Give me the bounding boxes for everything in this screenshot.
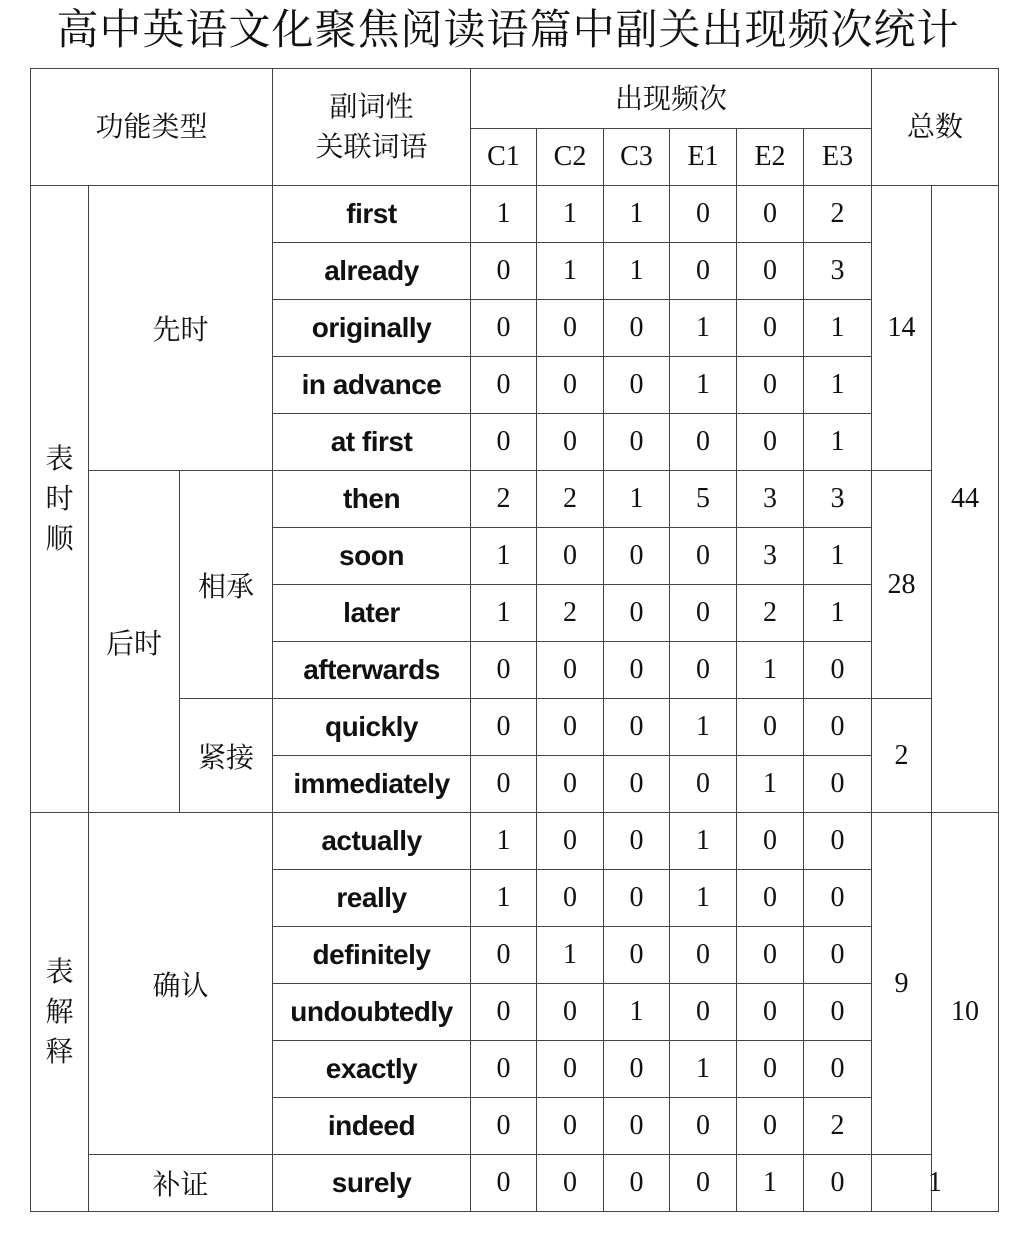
- group-immediate: 紧接: [180, 699, 273, 813]
- count-cell: 1: [670, 300, 737, 357]
- adverb-word: really: [273, 870, 471, 927]
- count-cell: 0: [471, 243, 537, 300]
- header-total: 总数: [872, 69, 999, 186]
- count-cell: 0: [471, 699, 537, 756]
- page-title: 高中英语文化聚焦阅读语篇中副关出现频次统计: [56, 5, 960, 54]
- count-cell: 0: [737, 357, 804, 414]
- count-cell: 3: [804, 471, 872, 528]
- count-cell: 1: [804, 300, 872, 357]
- count-cell: 0: [804, 699, 872, 756]
- count-cell: 0: [604, 1041, 670, 1098]
- count-cell: 0: [737, 1041, 804, 1098]
- count-cell: 0: [537, 1041, 604, 1098]
- count-cell: 2: [537, 585, 604, 642]
- count-cell: 1: [804, 414, 872, 471]
- count-cell: 0: [737, 813, 804, 870]
- header-adverb-line2: 关联词语: [315, 130, 428, 163]
- table-row: [31, 471, 999, 528]
- adverb-word: at first: [273, 414, 471, 471]
- count-cell: 1: [471, 528, 537, 585]
- count-cell: 0: [537, 756, 604, 813]
- count-cell: 2: [804, 186, 872, 243]
- count-cell: 0: [604, 699, 670, 756]
- group-prior: 先时: [89, 186, 273, 471]
- count-cell: 0: [670, 984, 737, 1041]
- adverb-word: surely: [273, 1155, 471, 1212]
- group-posterior: 后时: [89, 471, 180, 813]
- group-explanation-char: 表: [45, 955, 74, 988]
- count-cell: 0: [737, 414, 804, 471]
- count-cell: 1: [537, 927, 604, 984]
- count-cell: 0: [670, 927, 737, 984]
- count-cell: 1: [471, 186, 537, 243]
- table-row: [31, 813, 999, 870]
- adverb-word: soon: [273, 528, 471, 585]
- count-cell: 1: [471, 813, 537, 870]
- total-explanation: 10: [932, 813, 999, 1212]
- count-cell: 0: [604, 813, 670, 870]
- count-cell: 0: [604, 528, 670, 585]
- count-cell: 0: [670, 756, 737, 813]
- count-cell: 1: [804, 585, 872, 642]
- adverb-word: immediately: [273, 756, 471, 813]
- subtotal-succession: 28: [872, 471, 932, 699]
- group-explanation-char: 解: [45, 995, 74, 1028]
- count-cell: 1: [604, 984, 670, 1041]
- adverb-word: later: [273, 585, 471, 642]
- count-cell: 0: [537, 528, 604, 585]
- count-cell: 0: [804, 642, 872, 699]
- count-cell: 0: [537, 1155, 604, 1212]
- adverb-word: already: [273, 243, 471, 300]
- count-cell: 0: [670, 585, 737, 642]
- group-time-order: [31, 186, 89, 813]
- adverb-word: undoubtedly: [273, 984, 471, 1041]
- table-row: [31, 1155, 999, 1212]
- count-cell: 0: [471, 357, 537, 414]
- count-cell: 0: [471, 984, 537, 1041]
- group-time-order-char: 时: [45, 482, 74, 515]
- subtotal-immediate: 2: [872, 699, 932, 813]
- count-cell: 0: [737, 699, 804, 756]
- count-cell: 1: [737, 756, 804, 813]
- count-cell: 5: [670, 471, 737, 528]
- count-cell: 0: [537, 984, 604, 1041]
- count-cell: 0: [804, 813, 872, 870]
- adverb-word: first: [273, 186, 471, 243]
- group-time-order-char: 顺: [45, 522, 74, 555]
- count-cell: 2: [804, 1098, 872, 1155]
- count-cell: 3: [804, 243, 872, 300]
- group-explanation-char: 释: [45, 1035, 74, 1068]
- col-header-e2: E2: [737, 129, 804, 186]
- count-cell: 0: [670, 642, 737, 699]
- count-cell: 0: [737, 870, 804, 927]
- count-cell: 1: [604, 243, 670, 300]
- count-cell: 0: [804, 756, 872, 813]
- col-header-c2: C2: [537, 129, 604, 186]
- count-cell: 0: [537, 1098, 604, 1155]
- count-cell: 0: [804, 1155, 872, 1212]
- count-cell: 0: [737, 243, 804, 300]
- col-header-c3: C3: [604, 129, 670, 186]
- count-cell: 0: [537, 414, 604, 471]
- count-cell: 0: [670, 528, 737, 585]
- count-cell: 1: [537, 186, 604, 243]
- count-cell: 0: [737, 984, 804, 1041]
- count-cell: 0: [471, 927, 537, 984]
- total-time-order: 44: [932, 186, 999, 813]
- header-adverb-connectives: [273, 69, 471, 186]
- count-cell: 1: [537, 243, 604, 300]
- count-cell: 3: [737, 528, 804, 585]
- count-cell: 0: [537, 870, 604, 927]
- subtotal-prior: 14: [872, 186, 932, 471]
- count-cell: 0: [670, 1155, 737, 1212]
- count-cell: 1: [604, 186, 670, 243]
- col-header-c1: C1: [471, 129, 537, 186]
- count-cell: 2: [737, 585, 804, 642]
- count-cell: 0: [737, 1098, 804, 1155]
- adverb-word: in advance: [273, 357, 471, 414]
- count-cell: 0: [670, 243, 737, 300]
- count-cell: 0: [670, 186, 737, 243]
- count-cell: 1: [670, 1041, 737, 1098]
- count-cell: 0: [604, 756, 670, 813]
- group-time-order-char: 表: [45, 442, 74, 475]
- adverb-word: originally: [273, 300, 471, 357]
- frequency-table: [30, 68, 999, 1212]
- header-row-1: [31, 69, 999, 129]
- count-cell: 2: [537, 471, 604, 528]
- adverb-word: indeed: [273, 1098, 471, 1155]
- count-cell: 1: [737, 1155, 804, 1212]
- count-cell: 1: [670, 357, 737, 414]
- count-cell: 0: [604, 642, 670, 699]
- count-cell: 0: [804, 984, 872, 1041]
- count-cell: 0: [471, 756, 537, 813]
- count-cell: 0: [537, 699, 604, 756]
- count-cell: 0: [804, 1041, 872, 1098]
- count-cell: 0: [604, 300, 670, 357]
- count-cell: 0: [804, 870, 872, 927]
- count-cell: 0: [604, 870, 670, 927]
- count-cell: 0: [670, 1098, 737, 1155]
- count-cell: 0: [471, 300, 537, 357]
- adverb-word: definitely: [273, 927, 471, 984]
- count-cell: 0: [604, 927, 670, 984]
- count-cell: 3: [737, 471, 804, 528]
- count-cell: 0: [537, 300, 604, 357]
- count-cell: 1: [804, 357, 872, 414]
- count-cell: 0: [604, 357, 670, 414]
- count-cell: 0: [737, 186, 804, 243]
- count-cell: 0: [604, 414, 670, 471]
- count-cell: 0: [604, 1155, 670, 1212]
- header-adverb-line1: 副词性: [329, 90, 414, 123]
- table-row: [31, 186, 999, 243]
- count-cell: 0: [537, 357, 604, 414]
- col-header-e1: E1: [670, 129, 737, 186]
- adverb-word: actually: [273, 813, 471, 870]
- count-cell: 1: [737, 642, 804, 699]
- count-cell: 0: [804, 927, 872, 984]
- count-cell: 0: [471, 414, 537, 471]
- count-cell: 1: [670, 870, 737, 927]
- adverb-word: exactly: [273, 1041, 471, 1098]
- count-cell: 0: [471, 1041, 537, 1098]
- count-cell: 1: [670, 813, 737, 870]
- count-cell: 0: [471, 642, 537, 699]
- col-header-e3: E3: [804, 129, 872, 186]
- count-cell: 0: [471, 1155, 537, 1212]
- header-function-type: 功能类型: [31, 69, 273, 186]
- group-succession: 相承: [180, 471, 273, 699]
- count-cell: 0: [737, 300, 804, 357]
- group-supplement: 补证: [89, 1155, 273, 1212]
- count-cell: 0: [471, 1098, 537, 1155]
- header-frequency: 出现频次: [471, 69, 872, 129]
- adverb-word: then: [273, 471, 471, 528]
- count-cell: 0: [737, 927, 804, 984]
- adverb-word: afterwards: [273, 642, 471, 699]
- adverb-word: quickly: [273, 699, 471, 756]
- subtotal-supplement: 1: [872, 1155, 999, 1212]
- count-cell: 0: [604, 585, 670, 642]
- count-cell: 1: [804, 528, 872, 585]
- count-cell: 1: [670, 699, 737, 756]
- count-cell: 1: [471, 585, 537, 642]
- group-confirm: 确认: [89, 813, 273, 1155]
- count-cell: 2: [471, 471, 537, 528]
- group-explanation: [31, 813, 89, 1212]
- count-cell: 0: [670, 414, 737, 471]
- count-cell: 1: [604, 471, 670, 528]
- count-cell: 0: [604, 1098, 670, 1155]
- subtotal-confirm: 9: [872, 813, 932, 1155]
- count-cell: 0: [537, 813, 604, 870]
- count-cell: 1: [471, 870, 537, 927]
- count-cell: 0: [537, 642, 604, 699]
